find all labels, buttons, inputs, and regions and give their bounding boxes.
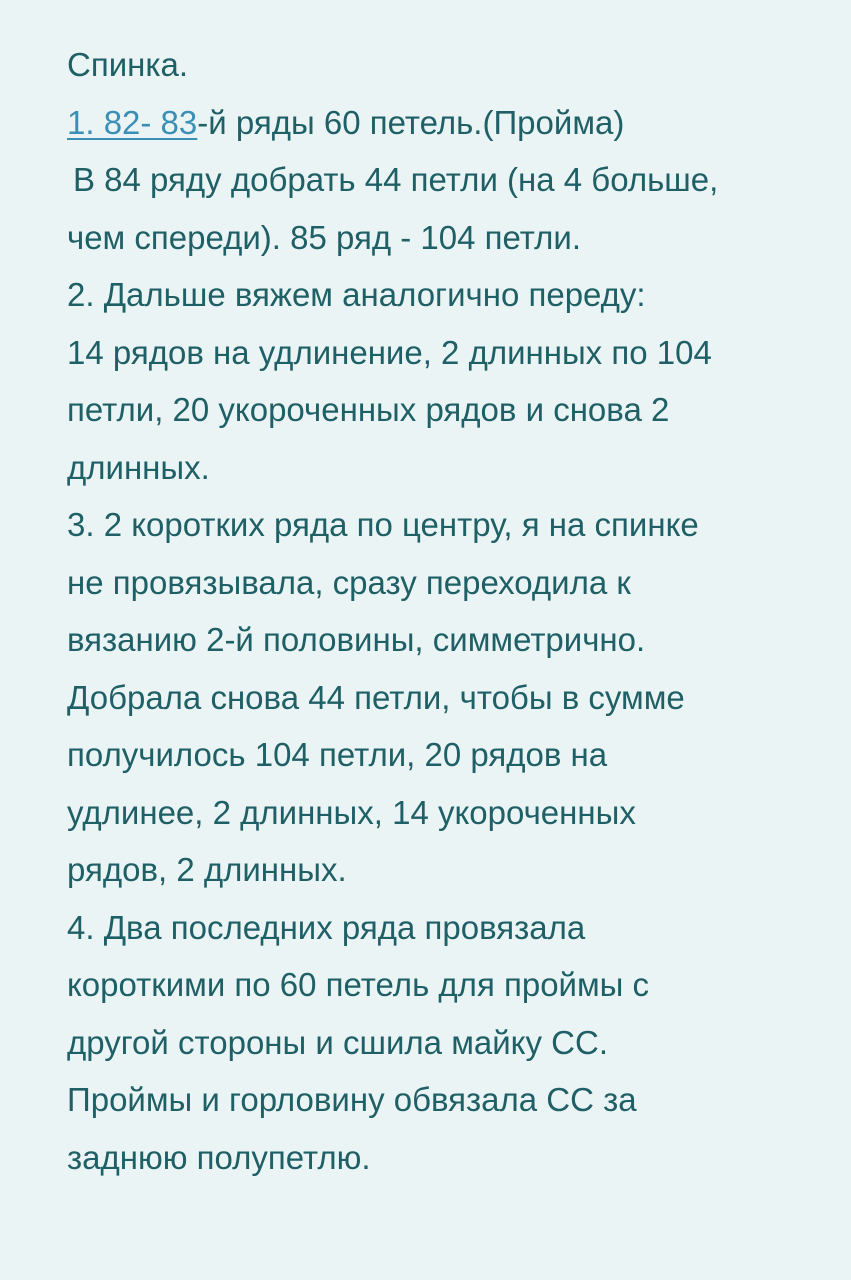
text-line: В 84 ряду добрать 44 петли (на 4 больше, — [73, 161, 719, 198]
text-line: 14 рядов на удлинение, 2 длинных по 104 — [67, 333, 712, 371]
row-number-link[interactable]: 1. 82- 83 — [67, 103, 198, 141]
text-line: 2. Дальше вяжем аналогично переду: — [67, 276, 646, 313]
text-line: чем спереди). 85 ряд - 104 петли. — [67, 218, 582, 256]
text-line: длинных. — [67, 448, 210, 486]
text-line: короткими по 60 петель для проймы с — [67, 966, 650, 1003]
document-title: Спинка. — [67, 46, 189, 83]
text-line: 3. 2 коротких ряда по центру, я на спинке — [67, 506, 699, 543]
text-line: заднюю полупетлю. — [67, 1138, 371, 1176]
text-fragment: -й ряды 60 петель.(Пройма) — [197, 103, 625, 141]
text-line: не провязывала, сразу переходила к — [67, 563, 631, 601]
text-line: удлинее, 2 длинных, 14 укороченных — [67, 793, 636, 831]
text-line: петли, 20 укороченных рядов и снова 2 — [67, 391, 670, 428]
text-line: рядов, 2 длинных. — [67, 851, 347, 888]
text-line: 4. Два последних ряда провязала — [67, 908, 586, 946]
text-line — [67, 94, 811, 152]
text-line: вязанию 2-й половины, симметрично. — [67, 621, 646, 658]
text-line: Добрала снова 44 петли, чтобы в сумме — [67, 678, 685, 716]
text-line: получилось 104 петли, 20 рядов на — [67, 736, 608, 773]
text-line: Проймы и горловину обвязала СС за — [67, 1081, 637, 1118]
text-line: другой стороны и сшила майку СС. — [67, 1023, 608, 1061]
